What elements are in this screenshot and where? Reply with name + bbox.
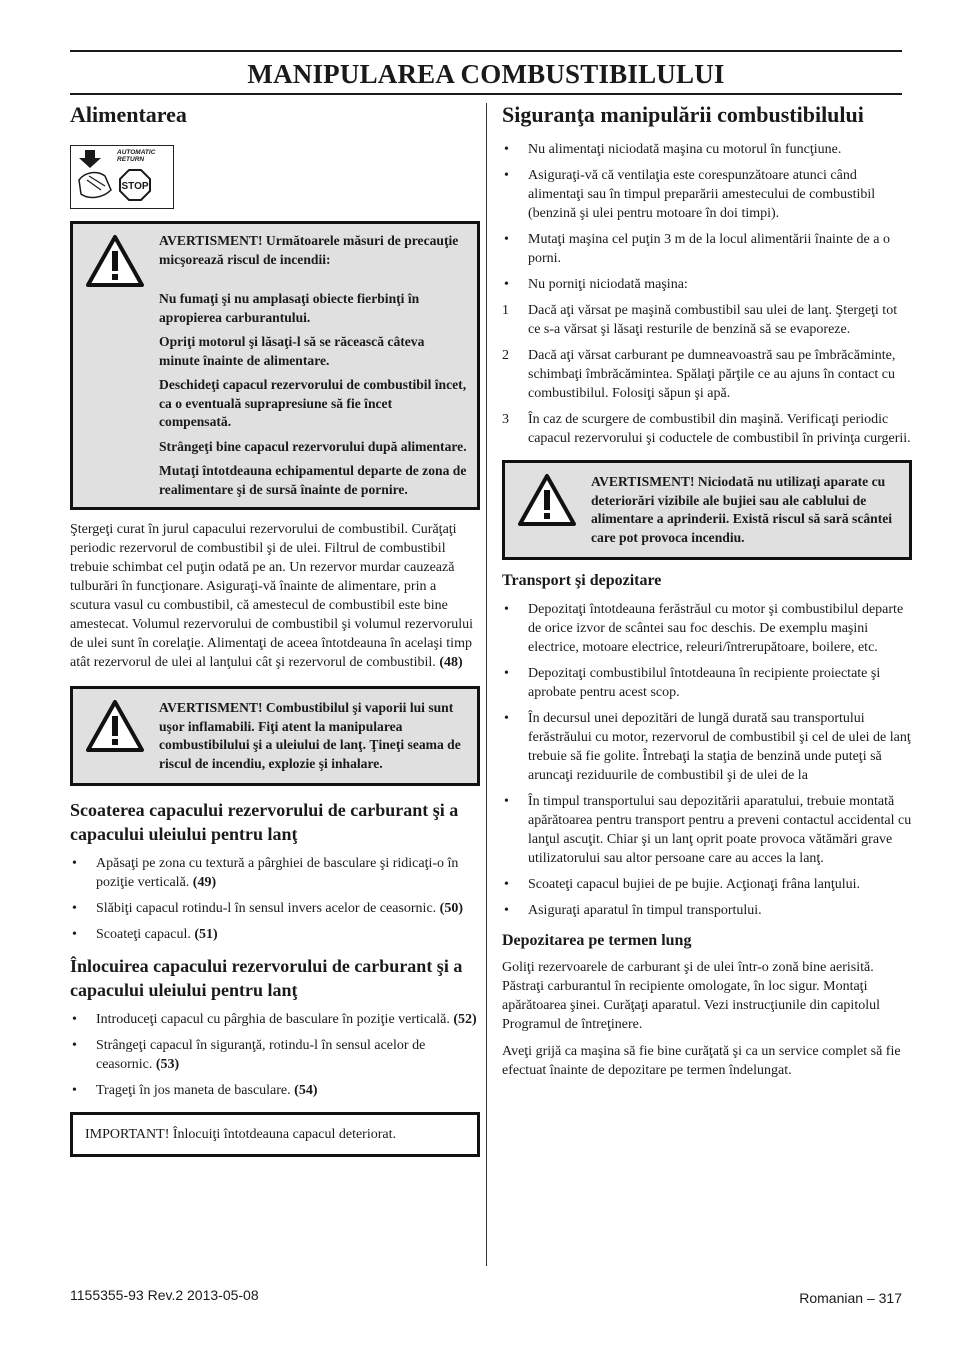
list-item: • Mutaţi maşina cel puţin 3 m de la locul alimentării înainte de a o porni. xyxy=(504,232,890,266)
numbered-item: 3 În caz de scurgere de combustibil din maşină. Verificaţi periodic capacul rezervorului şi coductele de combustibil în privinţa curgerii. xyxy=(502,412,911,446)
transport-list xyxy=(502,600,912,920)
numbered-list xyxy=(502,301,912,448)
warning-triangle-icon xyxy=(85,234,145,288)
warning-triangle-icon xyxy=(85,699,145,753)
list-item: • Asiguraţi-vă că ventilaţia este corespunzătoare atunci când alimentaţi sau în timpul preparării amestecului de combustibil (benzină şi ulei pentru motoare în doi timpi). xyxy=(504,168,876,221)
warning-line: Opriţi motorul şi lăsaţi-l să se răcească câteva minute înainte de alimentare. xyxy=(159,334,425,368)
section-heading-transport: Transport şi depozitare xyxy=(502,572,662,589)
list-item: • În timpul transportului sau depozitării aparatului, trebuie montată apărătoarea pentru transport pentru a preveni contactul accidental cu lanţul ascuţit. Chiar şi un lanţ oprit poate provoca vătămări grave utilizatorului sau altor persoane care au acces la lanţ. xyxy=(504,794,912,866)
icon-stop-text: STOP xyxy=(121,181,149,192)
list-item: • Apăsaţi pe zona cu textură a pârghiei de basculare şi ridicaţi-o în poziţie verticală. (49) xyxy=(72,856,459,890)
footer-page-number: Romanian – 317 xyxy=(799,1290,902,1306)
list-item: • Depozitaţi întotdeauna ferăstrăul cu motor şi combustibilul departe de orice izvor de scântei sau foc deschis. De exemplu maşini electrice, motoare electrice, releuri/întrerupătoare, boilere, etc. xyxy=(504,602,904,655)
replace-list xyxy=(70,1010,480,1100)
list-item: • Trageţi în jos maneta de basculare. (54) xyxy=(72,1083,318,1098)
title-rule xyxy=(70,93,902,95)
body-paragraph: Ştergeţi curat în jurul capacului rezervorului de combustibil. Curăţaţi periodic rezervorul de combustibil şi de ulei. Filtrul de combustibil trebuie schimbat cel puţin odată pe an. Un rezervor murdar cauzează tulburări în funcţionare. Asiguraţi-vă înainte de alimentare, prin a scutura vasul cu combustibil, că amestecul de combustibil este bine amestecat. Volumul rezervorului de combustibil şi volumul rezervorului de ulei sunt în corelaţie. Alimentaţi de aceea întotdeauna în acelaşi timp atât rezervorul de ulei al lanţului cât şi rezervorul de combustibil. (48) xyxy=(70,522,474,670)
icon-label-bottom: RETURN xyxy=(117,156,145,163)
list-item: • Scoateţi capacul bujiei de pe bujie. Acţionaţi frâna lanţului. xyxy=(504,877,860,892)
list-item: • În decursul unei depozitări de lungă durată sau transportului ferăstrăului cu motor, rezervorul de combustibil şi cel de ulei de lanţ trebuie să fie golite. Întrebaţi la staţia de benzină unde puteţi să aruncaţi reziduurile de combustibil şi de ulei de la xyxy=(504,711,911,783)
warning-text: AVERTISMENT! Combustibilul şi vaporii lui sunt uşor inflamabili. Fiţi atent la manipularea combustibilului şi a uleiului de lanţ. Ţineţi seama de riscul de incendiu, explozie şi inhalare. xyxy=(159,700,461,771)
column-divider xyxy=(486,103,487,1266)
footer-doc-id: 1155355-93 Rev.2 2013-05-08 xyxy=(70,1287,259,1303)
warning-triangle-icon xyxy=(517,473,577,527)
right-column xyxy=(502,100,912,1080)
numbered-item: 1 Dacă aţi vărsat pe maşină combustibil sau ulei de lanţ. Ştergeţi tot ce s-a vărsat şi lăsaţi resturile de benzină să se evaporeze. xyxy=(502,303,898,337)
warning-line: Strângeţi bine capacul rezervorului după alimentare. xyxy=(159,438,467,454)
warning-text: AVERTISMENT! Niciodată nu utilizaţi aparate cu deteriorări vizibile ale bujiei sau ale cablului de alimentare a aprinderii. Există riscul să sară scântei care pot provoca incendiu. xyxy=(591,474,893,545)
warning-line: Deschideţi capacul rezervorului de combustibil încet, ca o eventuală suprapresiune să fie încet compensată. xyxy=(159,377,467,429)
section-heading-alimentarea: Alimentarea xyxy=(70,102,187,127)
body-paragraph: Goliţi rezervoarele de carburant şi de ulei într-o zonă bine aerisită. Păstraţi carburantul în recipiente omologate, în loc sigur. Montaţi apărătoarea şinei. Curăţaţi aparatul. Vezi instrucţiunile din capitolul Programul de întreţinere. xyxy=(502,960,880,1032)
warning-box-spark xyxy=(502,460,912,560)
numbered-item: 2 Dacă aţi vărsat carburant pe dumneavoastră sau pe îmbrăcăminte, schimbaţi îmbrăcămintea. Spălaţi părţile ce au ajuns în contact cu combustibilul. Folosiţi săpun şi apă. xyxy=(502,348,896,401)
section-heading-safety: Siguranţa manipulării combustibilului xyxy=(502,102,864,127)
warning-box-fire xyxy=(70,221,480,510)
list-item: • Scoateţi capacul. (51) xyxy=(72,927,218,942)
important-box: IMPORTANT! Înlocuiţi întotdeauna capacul deteriorat. xyxy=(70,1112,480,1157)
list-item: • Nu porniţi niciodată maşina: xyxy=(504,277,688,292)
list-item: • Depozitaţi combustibilul întotdeauna în recipiente proiectate şi aprobate pentru acest scop. xyxy=(504,666,881,700)
stop-pictogram-icon xyxy=(71,146,173,208)
section-heading-longterm: Depozitarea pe termen lung xyxy=(502,932,692,949)
list-item: • Strângeţi capacul în siguranţă, rotindu-l în sensul acelor de ceasornic. (53) xyxy=(72,1038,426,1072)
warning-line: AVERTISMENT! Următoarele măsuri de precauţie micşorează riscul de incendii: xyxy=(159,233,459,267)
body-paragraph: Aveţi grijă ca maşina să fie bine curăţată şi ca un service complet să fie efectuat înainte de depozitare pe termen îndelungat. xyxy=(502,1044,901,1078)
section-heading-removal: Scoaterea capacului rezervorului de carburant şi a capacului uleiului pentru lanţ xyxy=(70,800,459,844)
icon-label-top: AUTOMATIC xyxy=(117,149,156,156)
list-item: • Nu alimentaţi niciodată maşina cu motorul în funcţiune. xyxy=(504,142,842,157)
page-title: MANIPULAREA COMBUSTIBILULUI xyxy=(247,59,725,89)
safety-list xyxy=(502,140,912,294)
list-item: • Introduceţi capacul cu pârghia de basculare în poziţie verticală. (52) xyxy=(72,1012,477,1027)
section-heading-replace: Înlocuirea capacului rezervorului de carburant şi a capacului uleiului pentru lanţ xyxy=(70,956,463,1000)
list-item: • Asiguraţi aparatul în timpul transportului. xyxy=(504,903,762,918)
left-column xyxy=(70,100,480,1157)
list-item: • Slăbiţi capacul rotindu-l în sensul invers acelor de ceasornic. (50) xyxy=(72,901,463,916)
warning-box-flammable xyxy=(70,686,480,786)
removal-list xyxy=(70,854,480,944)
automatic-return-stop-icon xyxy=(70,145,174,209)
warning-line: Mutaţi întotdeauna echipamentul departe de zona de realimentare şi de sursă înainte de pornire. xyxy=(159,463,467,497)
top-rule xyxy=(70,50,902,52)
warning-line: Nu fumaţi şi nu amplasaţi obiecte fierbinţi în apropierea carburantului. xyxy=(159,291,420,325)
